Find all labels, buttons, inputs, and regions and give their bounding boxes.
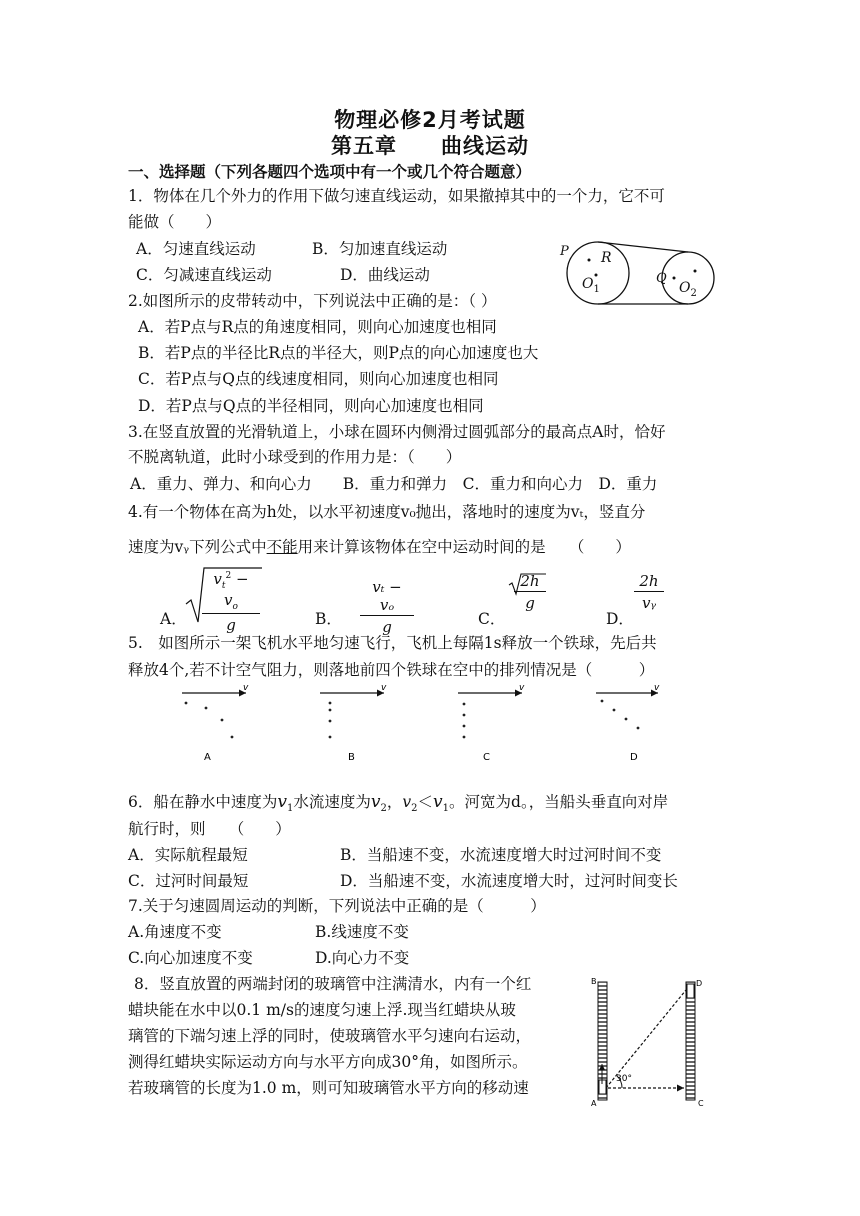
q1-option-d: D．曲线运动 [340,266,430,284]
q1-option-a: A．匀速直线运动 [136,240,256,258]
angle-label: 30° [616,1074,632,1084]
q7-option-d: D.向心力不变 [315,949,410,967]
option-b-label: B [348,752,355,763]
q4-stem-line2: 速度为vᵧ下列公式中不能用来计算该物体在空中运动时间的是 （ ） [128,538,631,556]
q4-formula-a: $\frac{v_t^2 - v_o}{g}$ [202,570,260,634]
q4-option-a-label: A． [160,610,187,628]
q1-stem-line1: 1．物体在几个外力的作用下做匀速直线运动，如果撤掉其中的一个力，它不可 [128,187,665,205]
label-q: Q [656,271,667,286]
label-c: C [698,1099,704,1108]
belt-pulley-figure [558,240,728,310]
option-c-label: C [483,752,490,763]
option-b-diagram [320,683,387,763]
q8-stem-line5: 若玻璃管的长度为1.0 m，则可知玻璃管水平方向的移动速 [128,1079,529,1097]
section-heading: 一、选择题（下列各题四个选项中有一个或几个符合题意） [128,163,532,181]
option-a-label: A [204,752,211,763]
q1-option-b: B．匀加速直线运动 [312,240,448,258]
q4-option-c-label: C． [478,610,506,628]
option-a-diagram [182,683,249,763]
q4-option-b-label: B． [315,610,342,628]
label-r: R [601,250,612,266]
q8-stem-line4: 测得红蜡块实际运动方向与水平方向成30°角，如图所示。 [128,1053,528,1071]
q2-option-c: C．若P点与Q点的线速度相同，则向心加速度也相同 [138,370,499,388]
q6-option-c: C．过河时间最短 [128,872,249,890]
option-c-diagram [458,683,525,763]
q7-stem: 7.关于匀速圆周运动的判断，下列说法中正确的是（ ） [128,897,546,915]
q6-option-d: D．当船速不变，水流速度增大时，过河时间变长 [340,872,678,890]
q4-formula-d: $\frac{2h}{\text{vᵧ}}$ [634,572,664,612]
q7-option-a: A.角速度不变 [128,923,222,941]
label-b: B [591,977,597,986]
q4-stem-line1: 4.有一个物体在高为h处，以水平初速度v₀抛出，落地时的速度为vₜ，竖直分 [128,503,646,521]
label-p: P [560,244,569,259]
q3-stem-line1: 3.在竖直放置的光滑轨道上，小球在圆环内侧滑过圆弧部分的最高点A时，恰好 [128,423,666,441]
q8-stem-line1: 8．竖直放置的两端封闭的玻璃管中注满清水，内有一个红 [134,975,532,993]
velocity-label-d: v [654,683,660,693]
q5-stem-line2: 释放4个,若不计空气阻力，则落地前四个铁球在空中的排列情况是（ ） [128,661,655,679]
q4-formula-c: $\frac{2h}{g}$ [514,572,546,612]
chapter-title: 第五章 曲线运动 [331,134,529,158]
q6-stem-line1: 6．船在静水中速度为$v_1$水流速度为$v_2$，$v_2<v_1$。河宽为d。，当船头垂直向对岸 [128,792,669,815]
q4-formula-b: $\frac{\text{vₜ − vₒ}}{g}$ [360,578,414,636]
q4-option-d-label: D． [606,610,634,628]
q2-option-a: A．若P点与R点的角速度相同，则向心加速度也相同 [138,318,497,336]
label-o1: $O_1$ [582,276,600,295]
velocity-label-b: v [381,683,387,693]
q6-stem-line2: 航行时，则 （ ） [128,820,291,838]
q5-options-figure [170,682,690,772]
q2-stem: 2.如图所示的皮带转动中，下列说法中正确的是：（ ） [128,292,497,310]
q6-option-a: A．实际航程最短 [128,846,248,864]
q3-options: A．重力、弹力、和向心力 B．重力和弹力 C．重力和向心力 D．重力 [130,475,658,493]
q2-option-b: B．若P点的半径比R点的半径大，则P点的向心加速度也大 [138,344,539,362]
option-d-label: D [630,752,638,763]
q5-stem-line1: 5. 如图所示一架飞机水平地匀速飞行，飞机上每隔1s释放一个铁球，先后共 [128,634,657,652]
velocity-label-a: v [243,683,249,693]
q8-stem-line2: 蜡块能在水中以0.1 m/s的速度匀速上浮.现当红蜡块从玻 [128,1001,516,1019]
q3-stem-line2: 不脱离轨道，此时小球受到的作用力是：（ ） [128,448,462,466]
label-d: D [696,979,703,988]
glass-tube-figure [586,972,736,1132]
page-title: 物理必修2月考试题 [334,108,526,132]
velocity-label-c: v [519,683,525,693]
q2-option-d: D．若P点与Q点的半径相同，则向心加速度也相同 [138,397,484,415]
q7-option-c: C.向心加速度不变 [128,949,253,967]
label-a: A [591,1099,597,1108]
label-o2: $O_2$ [679,280,697,299]
q8-stem-line3: 璃管的下端匀速上浮的同时，使玻璃管水平匀速向右运动， [128,1027,532,1045]
option-d-diagram [596,683,660,763]
q6-option-b: B．当船速不变，水流速度增大时过河时间不变 [340,846,662,864]
q1-stem-line2: 能做（ ） [128,213,222,231]
q1-option-c: C．匀减速直线运动 [136,266,272,284]
q7-option-b: B.线速度不变 [315,923,409,941]
